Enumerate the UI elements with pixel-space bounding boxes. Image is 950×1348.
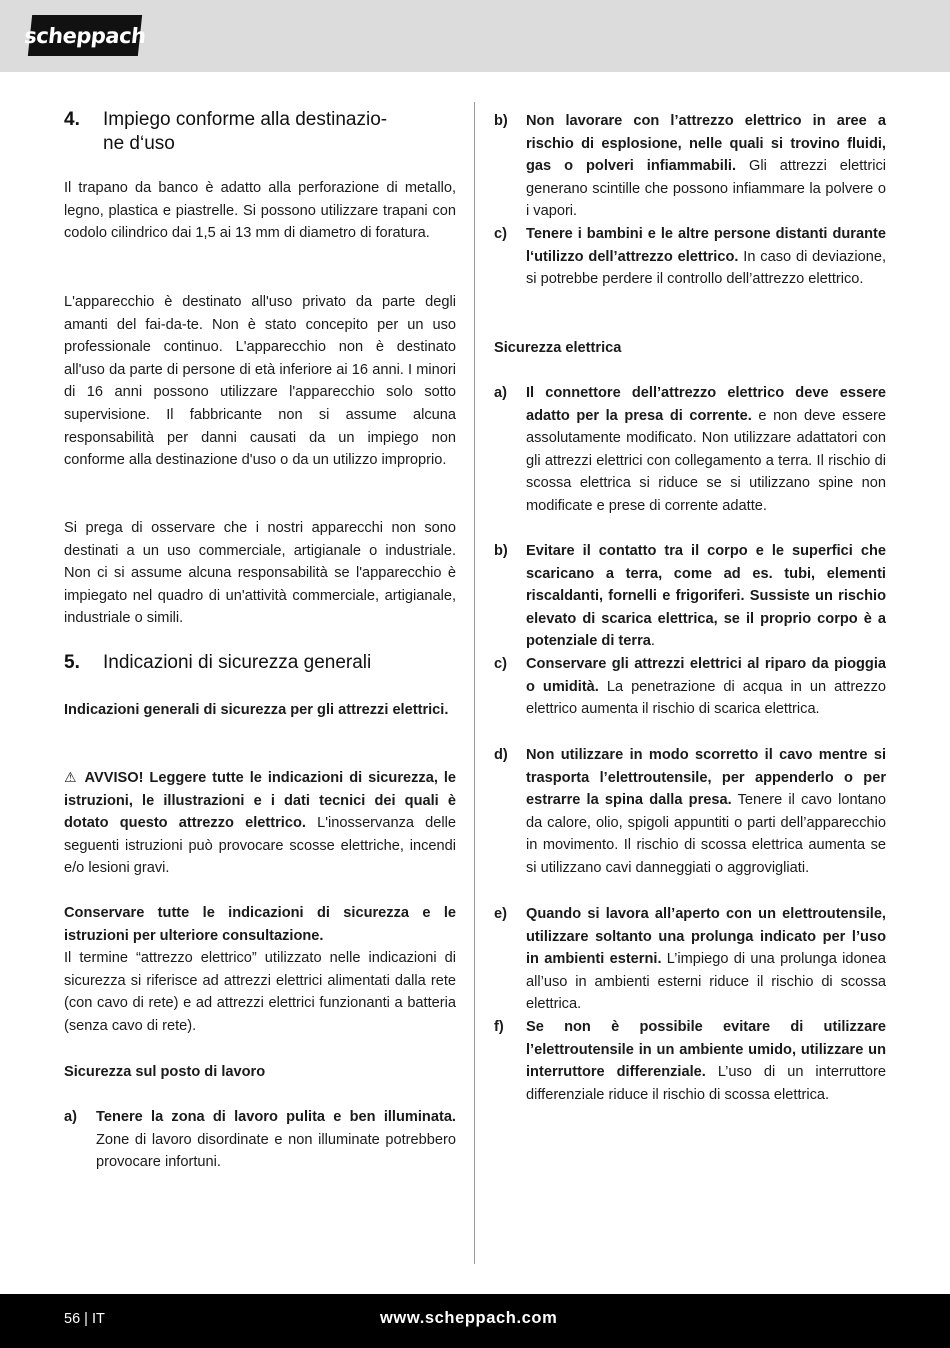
list-item-text: . bbox=[650, 633, 655, 650]
warning-paragraph bbox=[64, 766, 456, 880]
column-divider bbox=[474, 102, 475, 1264]
list-item-bold: Non utilizzare in modo scorretto il cavo mentre si trasporta l’elettroutensile, per appenderlo o per estrarre la spina dalla presa. bbox=[526, 747, 886, 809]
list-marker: f) bbox=[494, 1019, 504, 1035]
list-item-text: La penetrazione di acqua in un attrezzo elettrico aumenta il rischio di scarica elettrica. bbox=[526, 678, 887, 718]
list-item-text: e non deve essere assolutamente modificato. Non utilizzare adattatori con gli attrezzi elettrici con collegamento a terra. Il rischio di scossa elettrica si riduce se si utilizzano spine non modificate e prese di corrente adatte. bbox=[526, 407, 886, 514]
general-safety-subheading: Indicazioni generali di sicurezza per gli attrezzi elettrici. bbox=[64, 702, 449, 718]
list-item-bold: Evitare il contatto tra il corpo e le superfici che scaricano a terra, come ad es. tubi, elementi riscaldanti, fornelli e frigoriferi. Sussiste un rischio elevato di scarica elettrica, se il proprio corpo è a potenziale di terra bbox=[526, 543, 886, 650]
page-footer bbox=[0, 1294, 950, 1348]
list-marker: c) bbox=[494, 656, 507, 672]
page-number: 56 | IT bbox=[64, 1311, 105, 1327]
list-item-bold: Se non è possibile evitare di utilizzare l’elettroutensile in un ambiente umido, utilizzare un interruttore differenziale. bbox=[526, 1019, 886, 1081]
warning-bold-text: AVVISO! Leggere tutte le indicazioni di sicurezza, le istruzioni, le illustrazioni e i dati tecnici dei quali è dotato questo attrezzo elettrico. bbox=[64, 770, 457, 832]
list-item-bold: Quando si lavora all’aperto con un elettroutensile, utilizzare soltanto una prolunga indicato per l’uso in ambienti esterni. bbox=[526, 906, 886, 968]
warning-triangle-icon: ⚠ bbox=[64, 769, 77, 785]
intended-use-paragraph: Il trapano da banco è adatto alla perforazione di metallo, legno, plastica e piastrelle. Si possono utilizzare trapani con codolo cilindrico dai 1,5 ai 13 mm di diametro di foratura. bbox=[64, 180, 456, 242]
list-item-bold: Conservare gli attrezzi elettrici al riparo da pioggia o umidità. bbox=[526, 656, 886, 695]
list-item-bold: Tenere i bambini e le altre persone distanti durante l‘utilizzo dell’attrezzo elettrico. bbox=[526, 226, 886, 265]
list-marker: e) bbox=[494, 906, 507, 922]
page-header bbox=[0, 0, 950, 72]
list-item-text: L’impiego di una prolunga idonea all’uso in ambienti esterni riduce il rischio di scossa elettrica. bbox=[526, 951, 887, 1013]
list-item-bold: Tenere la zona di lavoro pulita e ben illuminata. bbox=[96, 1109, 456, 1125]
keep-instructions-bold: Conservare tutte le indicazioni di sicurezza e le istruzioni per ulteriore consultazione. bbox=[64, 905, 456, 944]
list-marker: b) bbox=[494, 113, 508, 129]
section-5-number: 5. bbox=[64, 652, 80, 673]
list-item-text: Zone di lavoro disordinate e non illuminate potrebbero provocare infortuni. bbox=[96, 1131, 456, 1171]
keep-instructions-paragraph bbox=[64, 902, 456, 1038]
list-marker: d) bbox=[494, 747, 508, 763]
section-4-number: 4. bbox=[64, 109, 80, 130]
electrical-safety-heading: Sicurezza elettrica bbox=[494, 340, 622, 356]
section-5-title: Indicazioni di sicurezza generali bbox=[103, 652, 372, 673]
scheppach-logo: scheppach bbox=[28, 15, 142, 56]
list-item-text: L’uso di un interruttore differenziale riduce il rischio di scossa elettrica. bbox=[526, 1064, 886, 1103]
term-definition-text: Il termine “attrezzo elettrico” utilizzato nelle indicazioni di sicurezza si riferisce ad attrezzi elettrici alimentati dalla rete (con cavo di rete) e ad attrezzi elettrici funzionanti a batteria (senza cavo di rete). bbox=[64, 950, 456, 1034]
section-4-title-line2: ne d‘uso bbox=[103, 133, 175, 154]
commercial-use-paragraph: Si prega di osservare che i nostri apparecchi non sono destinati a un uso commerciale, artigianale o industriale. Non ci si assume alcuna responsabilità se l'apparecchio è impiegato nel quadro di un'attività commerciale, artigianale, industriale o simili. bbox=[64, 520, 456, 627]
section-4-title-line1: Impiego conforme alla destinazio- bbox=[103, 109, 388, 130]
private-use-paragraph: L'apparecchio è destinato all'uso privato da parte degli amanti del fai-da-te. Non è stato concepito per un uso professionale continuo. L'apparecchio non è destinato all'uso da parte di persone di età inferiore ai 16 anni. I minori di 16 anni possono utilizzare l'apparecchio solo sotto supervisione. Il fabbricante non si assume alcuna responsabilità per danni causati da un impiego non conforme alla destinazione d'uso o da un utilizzo improprio. bbox=[64, 294, 456, 469]
list-item-text: In caso di deviazione, si potrebbe perdere il controllo dell’attrezzo elettrico. bbox=[526, 248, 887, 288]
list-marker: a) bbox=[64, 1109, 77, 1125]
list-marker: c) bbox=[494, 226, 507, 242]
list-marker: a) bbox=[494, 385, 507, 401]
list-item-text: Gli attrezzi elettrici generano scintille che possono infiammare la polvere o i vapori. bbox=[526, 158, 887, 220]
warning-text: L'inosservanza delle seguenti istruzioni può provocare scosse elettriche, incendi e/o lesioni gravi. bbox=[64, 815, 456, 877]
workplace-safety-heading: Sicurezza sul posto di lavoro bbox=[64, 1064, 266, 1080]
list-item-text: Tenere il cavo lontano da calore, olio, spigoli appuntiti o parti dell’apparecchio in movimento. Il rischio di scossa elettrica aumenta se si utilizzano cavi danneggiati o aggrovigliati. bbox=[526, 792, 886, 876]
website-url: www.scheppach.com bbox=[380, 1309, 558, 1327]
list-marker: b) bbox=[494, 543, 508, 559]
list-item-bold: Non lavorare con l’attrezzo elettrico in aree a rischio di esplosione, nelle quali si trovino fluidi, gas o polveri infiammabili. bbox=[526, 113, 886, 175]
list-item-bold: Il connettore dell’attrezzo elettrico deve essere adatto per la presa di corrente. bbox=[526, 385, 886, 424]
